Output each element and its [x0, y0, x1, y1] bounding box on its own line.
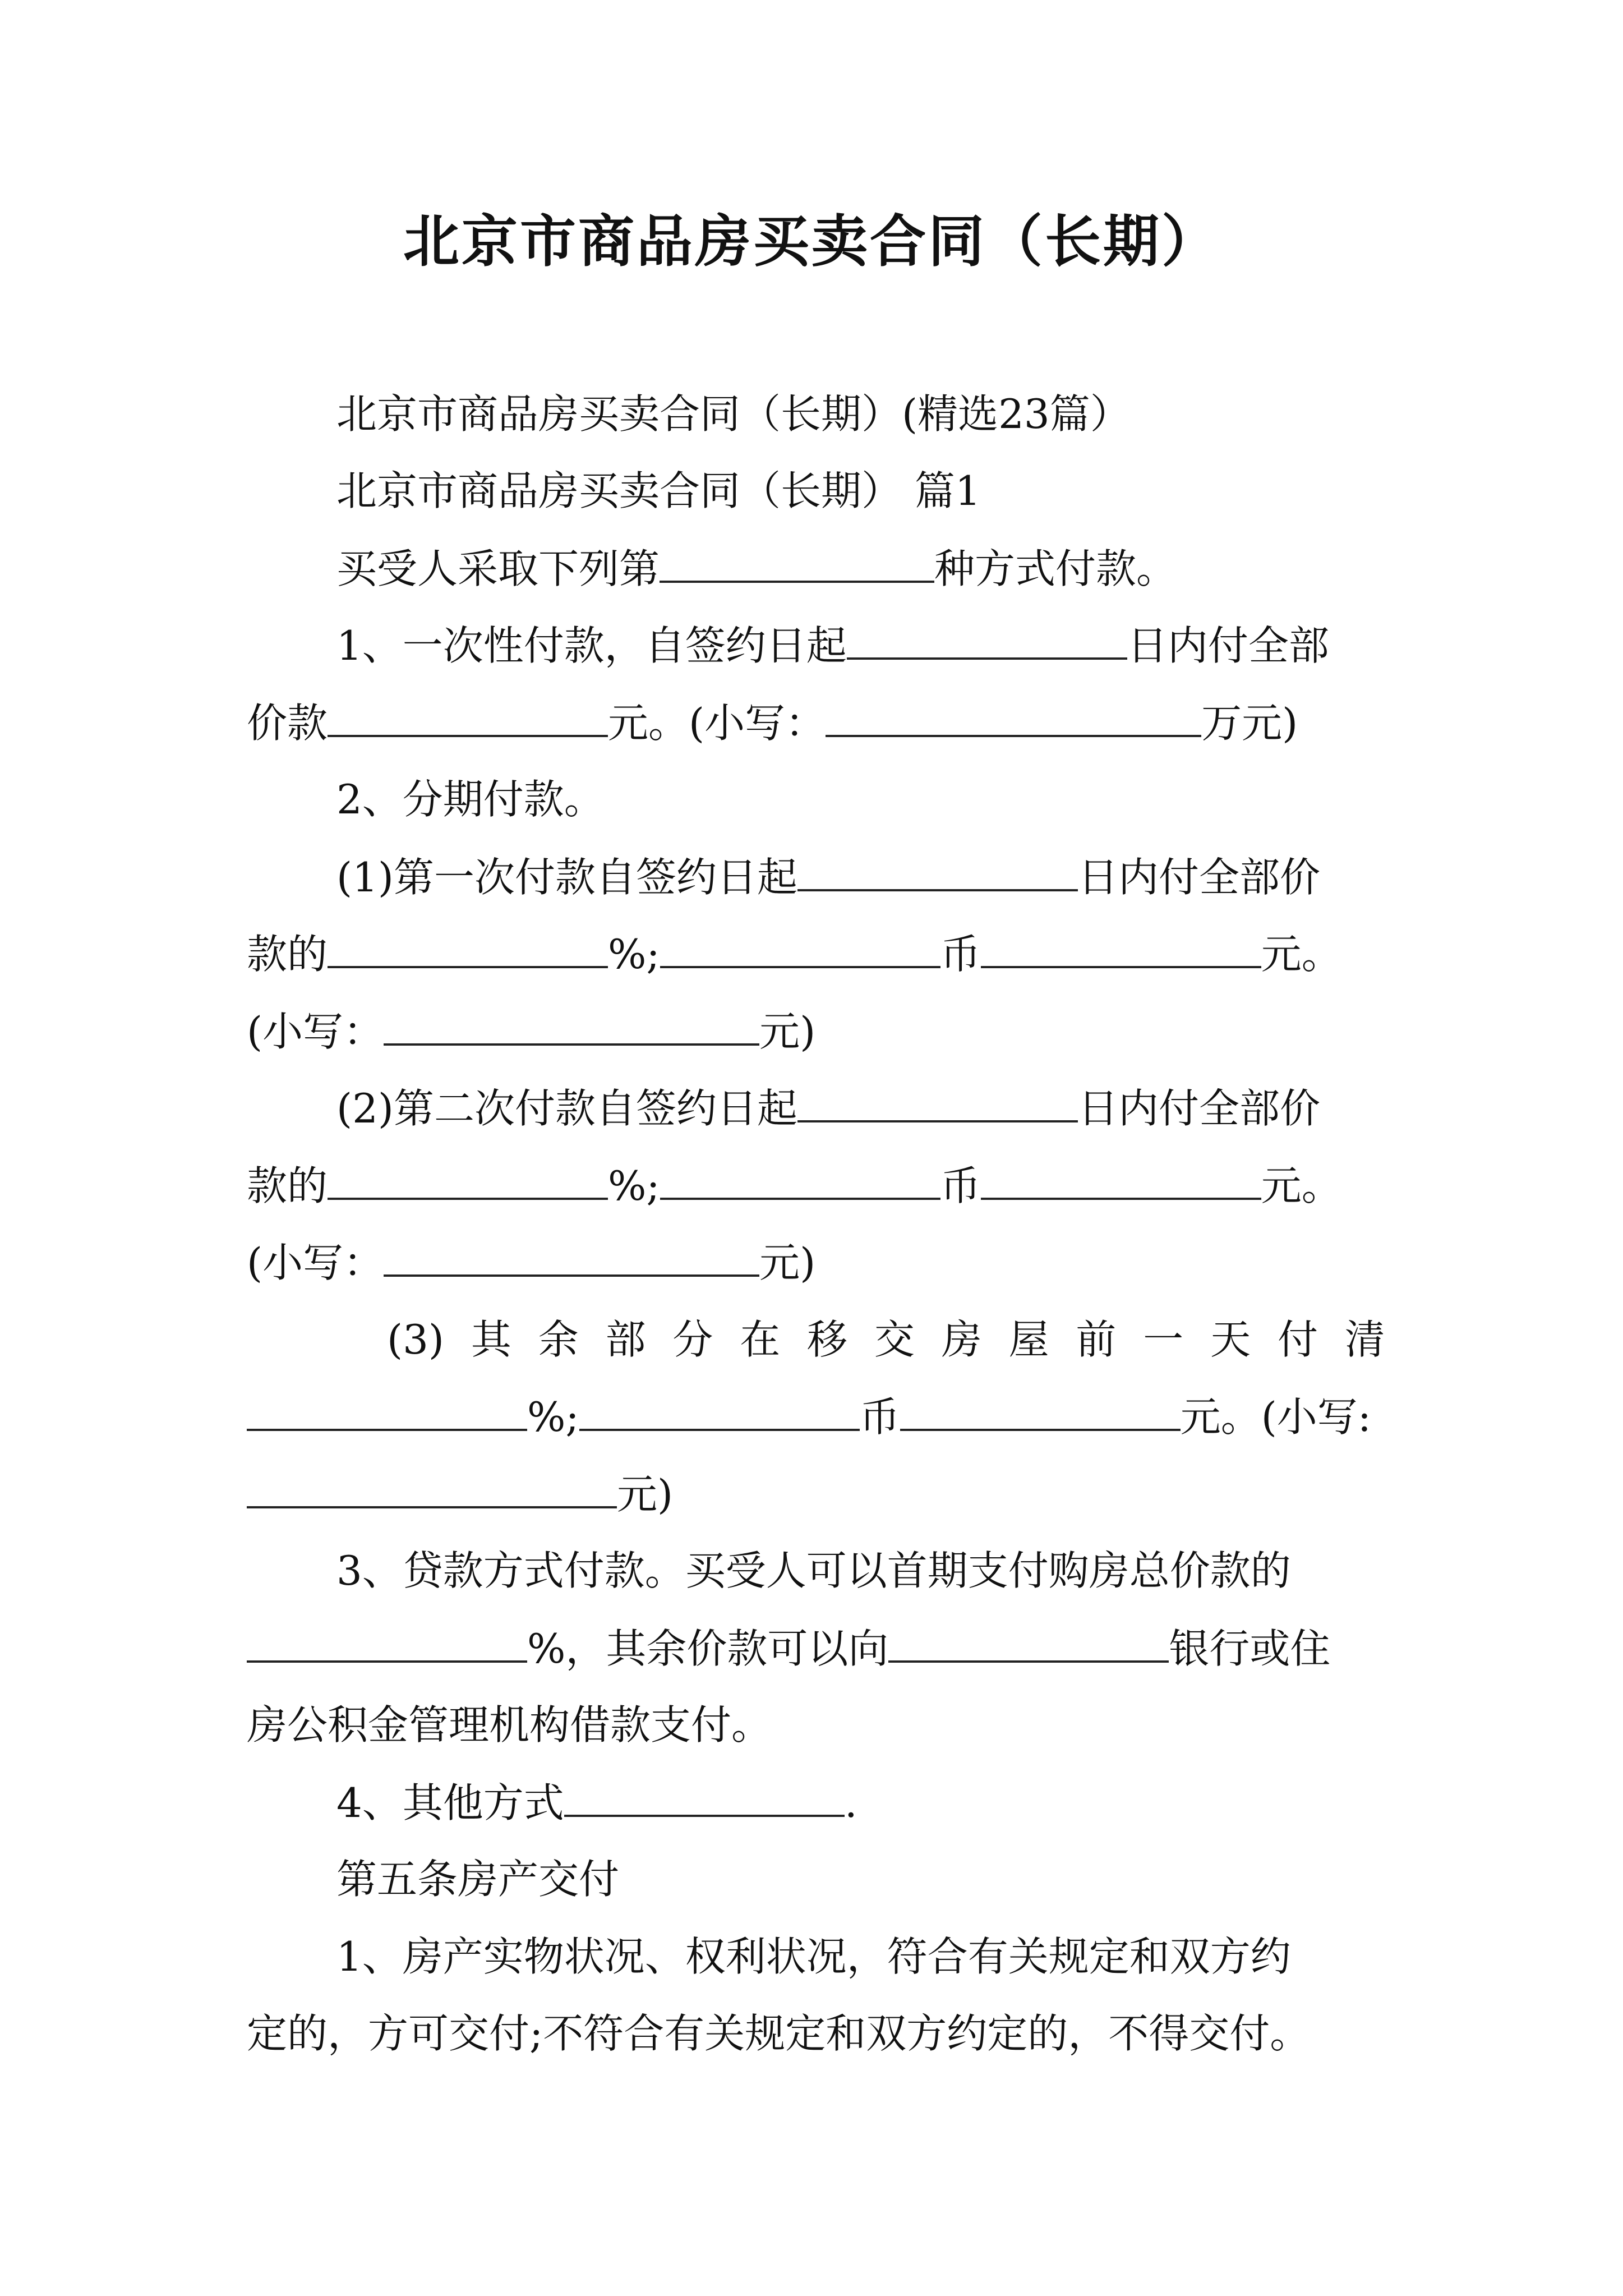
text-segment: 第五条房产交付 — [336, 1856, 620, 1903]
text-segment: 日内付全部价 — [1078, 854, 1321, 901]
text-char: 天 — [1210, 1316, 1251, 1363]
text-segment: 种方式付款。 — [934, 545, 1177, 592]
subtitle-text: 北京市商品房买卖合同（长期）(精选23篇） — [336, 390, 1131, 438]
second-payment-line-2 — [247, 1157, 1342, 1213]
text-segment: . — [844, 1779, 857, 1826]
text-segment: 价款 — [247, 700, 328, 747]
text-segment: (小写： — [247, 1239, 384, 1286]
text-char: 一 — [1143, 1316, 1184, 1363]
text-segment: 万元) — [1201, 700, 1298, 747]
text-segment: 银行或住 — [1169, 1625, 1331, 1672]
text-segment: 1、房产实物状况、权利状况，符合有关规定和双方约 — [336, 1933, 1291, 1980]
remaining-payment-line-3 — [247, 1466, 673, 1522]
fill-blank[interactable] — [247, 1388, 527, 1431]
text-segment: %; — [527, 1393, 579, 1441]
text-segment: 3、贷款方式付款。买受人可以首期支付购房总价款的 — [336, 1547, 1291, 1594]
second-payment-line-1 — [336, 1080, 1320, 1136]
chapter-heading — [336, 463, 981, 519]
text-segment: (2)第二次付款自签约日起 — [336, 1085, 797, 1132]
fill-blank[interactable] — [888, 1620, 1169, 1663]
fill-blank[interactable] — [564, 1774, 845, 1817]
fill-blank[interactable] — [247, 1466, 617, 1508]
text-segment: 款的 — [247, 931, 328, 978]
text-segment: 币 — [859, 1393, 900, 1441]
text-segment: 日内付全部价 — [1078, 1085, 1321, 1132]
fill-blank[interactable] — [660, 926, 940, 968]
first-payment-line-2 — [247, 926, 1342, 982]
first-payment-line-3 — [247, 1003, 815, 1059]
text-segment: 房公积金管理机构借款支付。 — [247, 1701, 772, 1749]
text-segment: 定的，方可交付;不符合有关规定和双方约定的，不得交付。 — [247, 2010, 1311, 2057]
text-char: 房 — [941, 1316, 982, 1363]
installment-heading — [336, 771, 605, 827]
fill-blank[interactable] — [900, 1388, 1181, 1431]
fill-blank[interactable] — [384, 1003, 759, 1046]
fill-blank[interactable] — [847, 617, 1127, 660]
fill-blank[interactable] — [328, 1157, 608, 1200]
text-segment: 2、分期付款。 — [336, 776, 605, 823]
lump-sum-line-2 — [247, 694, 1298, 751]
fill-blank[interactable] — [660, 540, 934, 583]
text-char: 部 — [605, 1316, 646, 1363]
text-segment: 元) — [759, 1008, 816, 1055]
text-char: 前 — [1076, 1316, 1117, 1363]
fill-blank[interactable] — [328, 926, 608, 968]
first-payment-line-1 — [336, 849, 1320, 905]
fill-blank[interactable] — [328, 694, 608, 737]
text-char: 余 — [538, 1316, 579, 1363]
text-segment: 款的 — [247, 1162, 328, 1209]
text-segment: 元。(小写: — [1180, 1393, 1372, 1441]
text-char: (3) — [387, 1316, 444, 1363]
text-segment: 元) — [759, 1239, 816, 1286]
chapter-heading-text: 北京市商品房买卖合同（长期） 篇1 — [336, 467, 981, 514]
fill-blank[interactable] — [660, 1157, 940, 1200]
text-char: 其 — [471, 1316, 511, 1363]
text-segment: 币 — [940, 931, 981, 978]
subtitle-line — [336, 386, 1131, 442]
delivery-clause-line-2 — [247, 2005, 1310, 2062]
text-char: 交 — [874, 1316, 915, 1363]
text-segment: 日内付全部 — [1127, 622, 1329, 669]
text-char: 屋 — [1008, 1316, 1049, 1363]
article-heading — [336, 1851, 619, 1907]
fill-blank[interactable] — [981, 926, 1261, 968]
text-segment: 元。(小写： — [608, 700, 826, 747]
remaining-payment-line-2 — [247, 1388, 1371, 1444]
text-char: 清 — [1344, 1316, 1385, 1363]
text-segment: 买受人采取下列第 — [336, 545, 660, 592]
text-segment: %，其余价款可以向 — [527, 1625, 889, 1672]
text-char: 移 — [807, 1316, 848, 1363]
second-payment-line-3 — [247, 1234, 815, 1290]
text-segment: 1、一次性付款，自签约日起 — [336, 622, 847, 669]
fill-blank[interactable] — [384, 1234, 759, 1277]
fill-blank[interactable] — [981, 1157, 1261, 1200]
text-segment: 4、其他方式 — [336, 1779, 564, 1826]
loan-payment-line-3 — [247, 1697, 772, 1753]
text-segment: %; — [608, 931, 660, 978]
text-segment: %; — [608, 1162, 660, 1209]
text-char: 在 — [740, 1316, 781, 1363]
fill-blank[interactable] — [826, 694, 1201, 737]
fill-blank[interactable] — [797, 1080, 1078, 1122]
text-segment: (1)第一次付款自签约日起 — [336, 854, 797, 901]
remaining-payment-line-1 — [387, 1312, 1385, 1368]
text-segment: 元) — [617, 1471, 674, 1518]
other-method-line — [336, 1774, 857, 1830]
document-title: 北京市商品房买卖合同（长期） — [403, 208, 1220, 274]
payment-method-line — [336, 540, 1177, 596]
loan-payment-line-1 — [336, 1543, 1291, 1599]
text-char: 分 — [672, 1316, 713, 1363]
loan-payment-line-2 — [247, 1620, 1330, 1676]
delivery-clause-line-1 — [336, 1929, 1291, 1985]
lump-sum-line-1 — [336, 617, 1329, 673]
fill-blank[interactable] — [247, 1620, 527, 1663]
text-segment: 元。 — [1261, 1162, 1342, 1209]
text-segment: 币 — [940, 1162, 981, 1209]
text-segment: (小写： — [247, 1008, 384, 1055]
text-char: 付 — [1277, 1316, 1318, 1363]
fill-blank[interactable] — [797, 849, 1078, 891]
fill-blank[interactable] — [579, 1388, 860, 1431]
text-segment: 元。 — [1261, 931, 1342, 978]
